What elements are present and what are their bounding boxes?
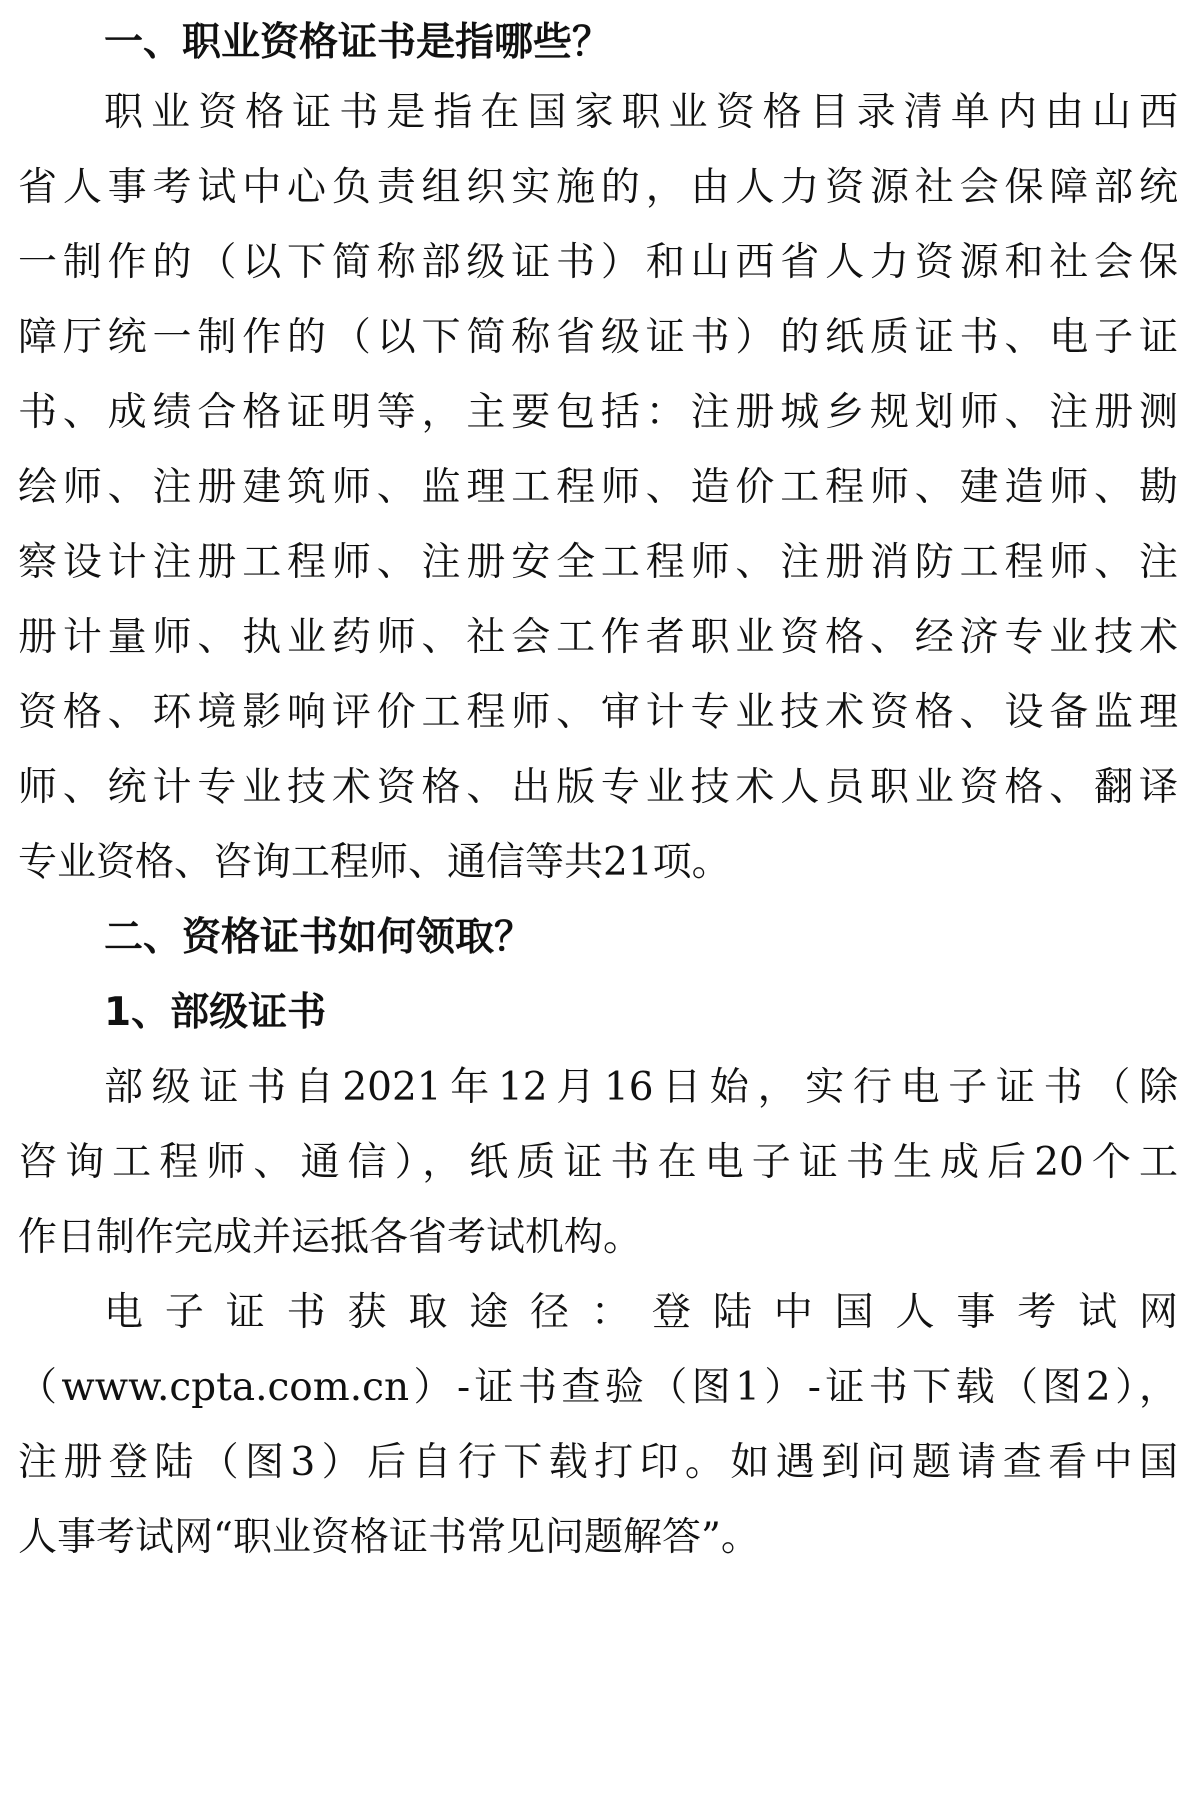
paragraph-line: 册计量师、执业药师、社会工作者职业资格、经济专业技术 bbox=[18, 615, 1178, 660]
paragraph-line: 人事考试网“职业资格证书常见问题解答”。 bbox=[18, 1515, 760, 1560]
paragraph-line: 职业资格证书是指在国家职业资格目录清单内由山西 bbox=[104, 90, 1178, 135]
paragraph-line: 资格、环境影响评价工程师、审计专业技术资格、设备监理 bbox=[18, 690, 1178, 735]
paragraph-line: （www.cpta.com.cn）-证书查验（图1）-证书下载（图2）， bbox=[18, 1365, 1178, 1410]
paragraph-line: 作日制作完成并运抵各省考试机构。 bbox=[18, 1215, 643, 1260]
paragraph-line: 察设计注册工程师、注册安全工程师、注册消防工程师、注 bbox=[18, 540, 1178, 585]
sub-heading: 1、部级证书 bbox=[104, 990, 327, 1035]
section-2-heading: 二、资格证书如何领取？ bbox=[104, 915, 534, 960]
paragraph-line: 障厅统一制作的（以下简称省级证书）的纸质证书、电子证 bbox=[18, 315, 1178, 360]
paragraph-line: 师、统计专业技术资格、出版专业技术人员职业资格、翻译 bbox=[18, 765, 1178, 810]
paragraph-line: 注册登陆（图3）后自行下载打印。如遇到问题请查看中国 bbox=[18, 1440, 1178, 1485]
paragraph-line: 部级证书自2021年12月16日始，实行电子证书（除 bbox=[104, 1065, 1178, 1110]
section-1-heading: 一、职业资格证书是指哪些？ bbox=[104, 20, 612, 65]
paragraph-line: 一制作的（以下简称部级证书）和山西省人力资源和社会保 bbox=[18, 240, 1178, 285]
paragraph-line: 绘师、注册建筑师、监理工程师、造价工程师、建造师、勘 bbox=[18, 465, 1178, 510]
paragraph-line: 咨询工程师、通信），纸质证书在电子证书生成后20个工 bbox=[18, 1140, 1178, 1185]
paragraph-line: 电子证书获取途径：登陆中国人事考试网 bbox=[104, 1290, 1178, 1335]
paragraph-line: 省人事考试中心负责组织实施的，由人力资源社会保障部统 bbox=[18, 165, 1178, 210]
paragraph-line: 专业资格、咨询工程师、通信等共21项。 bbox=[18, 840, 731, 885]
paragraph-line: 书、成绩合格证明等，主要包括：注册城乡规划师、注册测 bbox=[18, 390, 1178, 435]
